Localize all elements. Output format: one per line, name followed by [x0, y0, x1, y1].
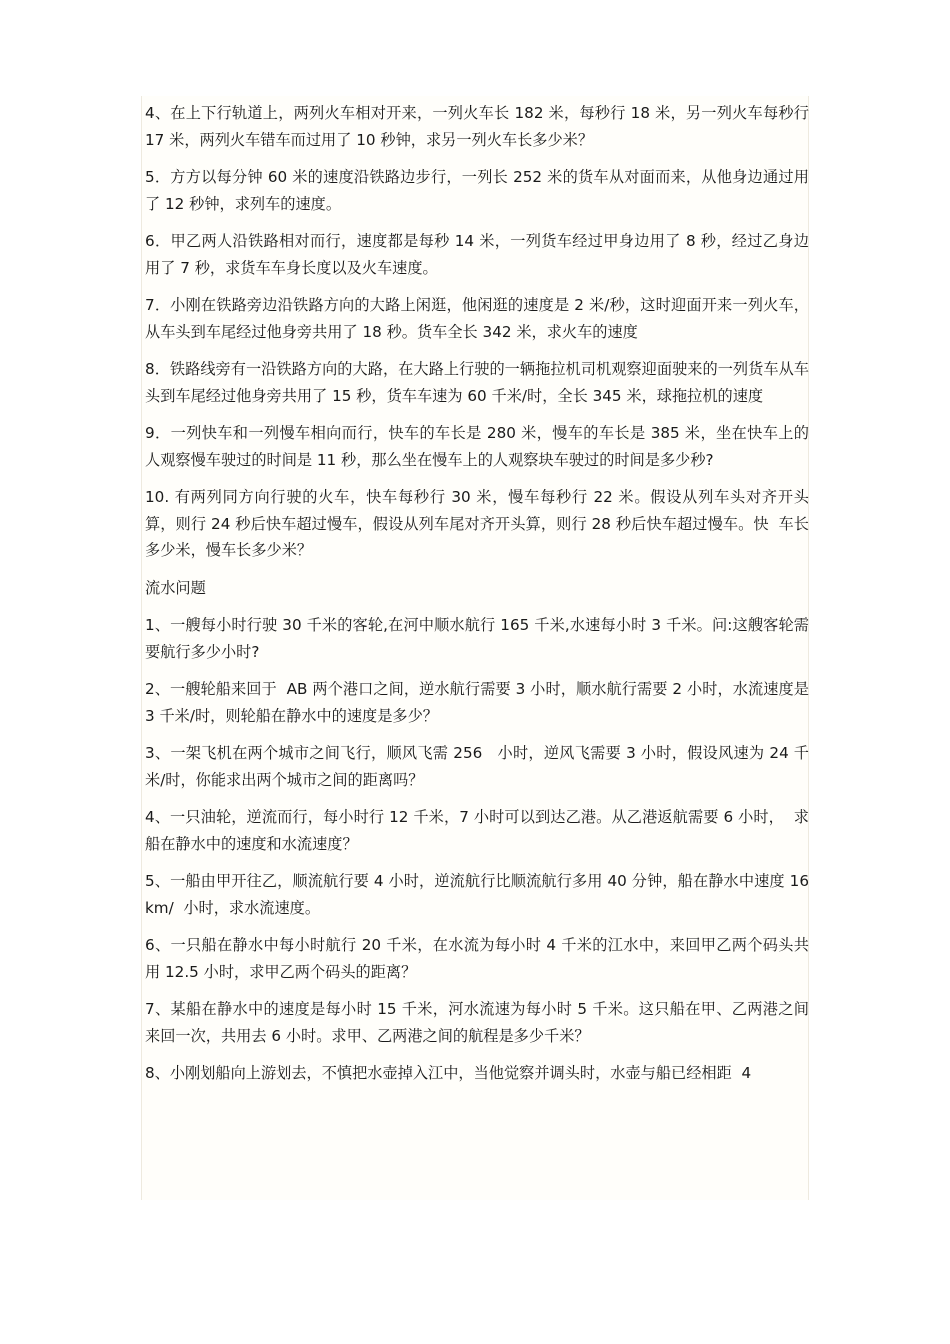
water-problem-7: 7、某船在静水中的速度是每小时 15 千米，河水流速为每小时 5 千米。这只船在甲、乙两港之间来回一次，共用去 6 小时。求甲、乙两港之间的航程是多少千米？: [145, 1000, 809, 1045]
water-problem-4: 4、一只油轮，逆流而行，每小时行 12 千米，7 小时可以到达乙港。从乙港返航需要 6 小时， 求船在静水中的速度和水流速度？: [145, 808, 809, 853]
water-problem-1: 1、一艘每小时行驶 30 千米的客轮,在河中顺水航行 165 千米,水速每小时 3 千米。问:这艘客轮需要航行多少小时?: [145, 616, 809, 661]
document-content: [145, 100, 814, 1098]
water-problem-3: 3、一架飞机在两个城市之间飞行，顺风飞需 256 小时，逆风飞需要 3 小时，假设风速为 24 千米/时，你能求出两个城市之间的距离吗？: [145, 744, 809, 789]
section-title-water-problems: 流水问题: [145, 578, 206, 597]
water-problem-5: 5、一船由甲开往乙，顺流航行要 4 小时，逆流航行比顺流航行多用 40 分钟，船在静水中速度 16km/ 小时，求水流速度。: [145, 872, 809, 917]
train-problem-5: 5．方方以每分钟 60 米的速度沿铁路边步行，一列长 252 米的货车从对面而来，从他身边通过用了 12 秒钟，求列车的速度。: [145, 168, 809, 213]
train-problem-4: 4、在上下行轨道上，两列火车相对开来，一列火车长 182 米，每秒行 18 米，另一列火车每秒行 17 米，两列火车错车而过用了 10 秒钟，求另一列火车长多少米？: [145, 104, 814, 149]
train-problem-9: 9．一列快车和一列慢车相向而行，快车的车长是 280 米，慢车的车长是 385 米，坐在快车上的人观察慢车驶过的时间是 11 秒，那么坐在慢车上的人观察块车驶过的时间是多少秒?: [145, 424, 809, 469]
train-problem-7: 7．小刚在铁路旁边沿铁路方向的大路上闲逛，他闲逛的速度是 2 米/秒，这时迎面开来一列火车，从车头到车尾经过他身旁共用了 18 秒。货车全长 342 米，求火车的速度: [145, 296, 809, 341]
water-problem-6: 6、一只船在静水中每小时航行 20 千米，在水流为每小时 4 千米的江水中，来回甲乙两个码头共用 12.5 小时，求甲乙两个码头的距离？: [145, 936, 809, 981]
train-problem-6: 6．甲乙两人沿铁路相对而行，速度都是每秒 14 米，一列货车经过甲身边用了 8 秒，经过乙身边用了 7 秒，求货车车身长度以及火车速度。: [145, 232, 809, 277]
train-problem-10: 10. 有两列同方向行驶的火车，快车每秒行 30 米，慢车每秒行 22 米。假设从列车头对齐开头算，则行 24 秒后快车超过慢车，假设从列车尾对齐开头算，则行 28 秒后快车超过慢车。快 车长多少米，慢车长多少米？: [145, 488, 809, 559]
water-problem-2: 2、一艘轮船来回于 AB 两个港口之间，逆水航行需要 3 小时，顺水航行需要 2 小时，水流速度是 3 千米/时，则轮船在静水中的速度是多少？: [145, 680, 814, 725]
water-problem-8: 8、小刚划船向上游划去，不慎把水壶掉入江中，当他觉察并调头时，水壶与船已经相距 4: [145, 1064, 752, 1082]
train-problem-8: 8．铁路线旁有一沿铁路方向的大路，在大路上行驶的一辆拖拉机司机观察迎面驶来的一列货车从车头到车尾经过他身旁共用了 15 秒，货车车速为 60 千米/时，全长 345 米，球拖拉机的速度: [145, 360, 809, 405]
